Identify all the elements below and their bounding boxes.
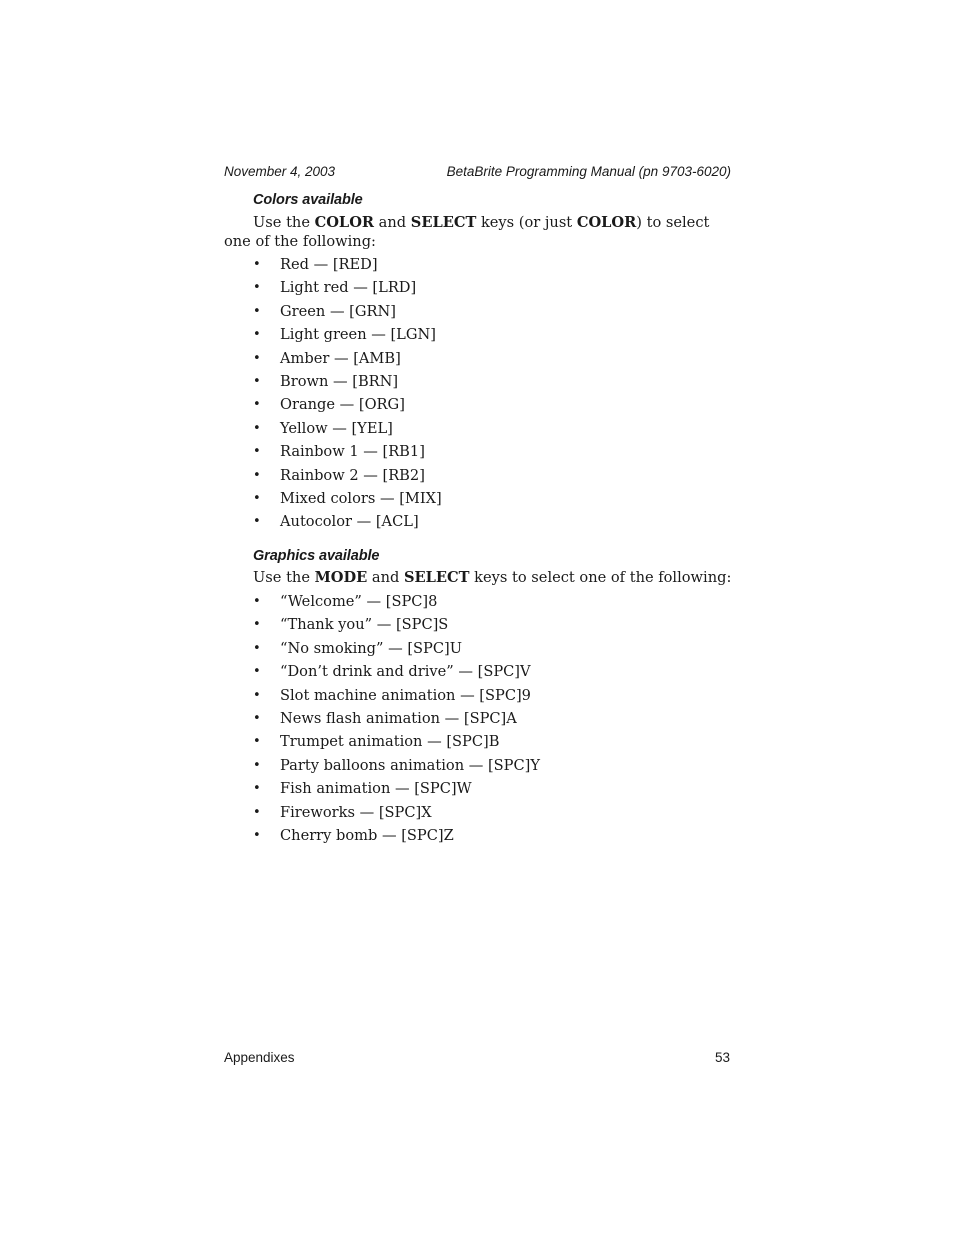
bullet-icon: • xyxy=(253,420,261,436)
bullet-icon: • xyxy=(253,444,261,460)
bullet-icon: • xyxy=(253,734,261,750)
list-item xyxy=(253,300,442,323)
list-item-text: Cherry bomb — [SPC]Z xyxy=(280,826,454,844)
list-item-text: Brown — [BRN] xyxy=(280,372,399,390)
bullet-icon: • xyxy=(253,327,261,343)
color-key-label: COLOR xyxy=(314,214,375,231)
list-item xyxy=(253,637,540,660)
bullet-icon: • xyxy=(253,303,261,319)
list-item xyxy=(253,590,540,613)
colors-intro-text-1: Use the xyxy=(253,214,315,231)
graphics-intro xyxy=(224,568,734,587)
list-item xyxy=(253,440,442,463)
colors-heading: Colors available xyxy=(253,192,363,208)
list-item-text: Slot machine animation — [SPC]9 xyxy=(280,686,531,704)
list-item-text: “No smoking” — [SPC]U xyxy=(280,639,463,657)
list-item-text: Fireworks — [SPC]X xyxy=(280,803,432,821)
list-item-text: Rainbow 1 — [RB1] xyxy=(280,443,425,461)
list-item xyxy=(253,347,442,370)
list-item xyxy=(253,393,442,416)
list-item-text: Party balloons animation — [SPC]Y xyxy=(280,756,540,774)
graphics-intro-text-1: Use the xyxy=(253,569,315,586)
colors-list xyxy=(253,253,442,534)
bullet-icon: • xyxy=(253,373,261,389)
list-item xyxy=(253,707,540,730)
list-item-text: “Don’t drink and drive” — [SPC]V xyxy=(280,663,531,681)
list-item-text: Trumpet animation — [SPC]B xyxy=(280,733,500,751)
bullet-icon: • xyxy=(253,710,261,726)
list-item xyxy=(253,660,540,683)
list-item-text: Red — [RED] xyxy=(280,256,378,273)
bullet-icon: • xyxy=(253,594,261,609)
list-item xyxy=(253,777,540,800)
bullet-icon: • xyxy=(253,640,261,656)
mode-key-label: MODE xyxy=(314,569,368,586)
bullet-icon: • xyxy=(253,514,261,530)
header-manual-title: BetaBrite Programming Manual (pn 9703-6020) xyxy=(446,164,731,179)
list-item-text: News flash animation — [SPC]A xyxy=(280,709,517,727)
list-item-text: Yellow — [YEL] xyxy=(280,419,393,437)
list-item-text: Light red — [LRD] xyxy=(280,279,417,297)
bullet-icon: • xyxy=(253,827,261,843)
list-item xyxy=(253,613,540,636)
list-item xyxy=(253,487,442,510)
list-item xyxy=(253,417,442,440)
page-number: 53 xyxy=(714,1050,730,1065)
list-item-text: Rainbow 2 — [RB2] xyxy=(280,466,425,484)
bullet-icon: • xyxy=(253,257,261,272)
list-item-text: Amber — [AMB] xyxy=(280,349,401,367)
footer-section: Appendixes xyxy=(224,1050,295,1065)
bullet-icon: • xyxy=(253,804,261,820)
bullet-icon: • xyxy=(253,280,261,296)
page-header xyxy=(224,163,731,181)
list-item xyxy=(253,730,540,753)
list-item-text: Autocolor — [ACL] xyxy=(280,513,419,531)
list-item xyxy=(253,323,442,346)
list-item-text: Fish animation — [SPC]W xyxy=(280,780,472,798)
graphics-heading: Graphics available xyxy=(253,548,380,564)
colors-intro-text-3: keys (or just xyxy=(476,214,577,231)
bullet-icon: • xyxy=(253,617,261,633)
colors-intro-text-2: and xyxy=(374,214,411,231)
list-item xyxy=(253,510,442,533)
graphics-list xyxy=(253,590,540,847)
list-item xyxy=(253,754,540,777)
list-item-text: “Thank you” — [SPC]S xyxy=(280,616,449,634)
bullet-icon: • xyxy=(253,467,261,483)
list-item-text: Green — [GRN] xyxy=(280,302,396,320)
list-item xyxy=(253,824,540,847)
colors-intro-text-4: ) to select one of the following: xyxy=(224,214,710,250)
bullet-icon: • xyxy=(253,397,261,413)
list-item-text: Light green — [LGN] xyxy=(280,326,436,344)
list-item xyxy=(253,253,442,276)
list-item xyxy=(253,801,540,824)
graphics-intro-text-3: keys to select one of the following: xyxy=(469,569,732,586)
bullet-icon: • xyxy=(253,490,261,506)
select-key-label: SELECT xyxy=(404,569,470,586)
list-item-text: Mixed colors — [MIX] xyxy=(280,489,442,507)
list-item xyxy=(253,684,540,707)
bullet-icon: • xyxy=(253,664,261,680)
color-key-label-2: COLOR xyxy=(576,214,637,231)
bullet-icon: • xyxy=(253,757,261,773)
list-item xyxy=(253,464,442,487)
colors-intro xyxy=(224,213,734,251)
graphics-intro-text-2: and xyxy=(367,569,404,586)
select-key-label: SELECT xyxy=(410,214,477,231)
list-item-text: Orange — [ORG] xyxy=(280,396,405,414)
list-item xyxy=(253,276,442,299)
list-item-text: “Welcome” — [SPC]8 xyxy=(280,593,438,610)
header-date: November 4, 2003 xyxy=(224,164,336,179)
bullet-icon: • xyxy=(253,350,261,366)
page-footer xyxy=(224,1049,730,1067)
bullet-icon: • xyxy=(253,781,261,797)
bullet-icon: • xyxy=(253,687,261,703)
list-item xyxy=(253,370,442,393)
